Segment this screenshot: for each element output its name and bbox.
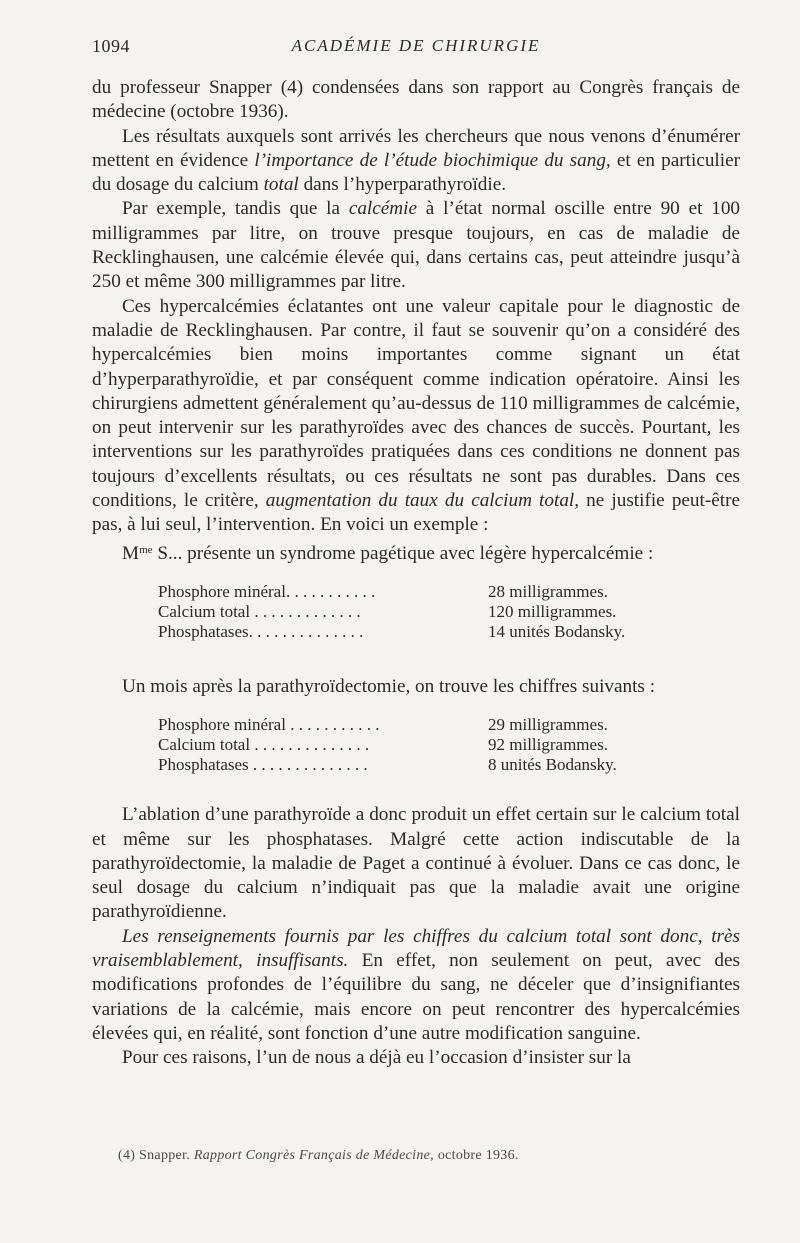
table-row — [158, 735, 668, 755]
page-header — [92, 36, 740, 60]
row-value: 92 milligrammes. — [488, 735, 608, 755]
paragraph-7: L’ablation d’une parathyroïde a donc produit un effet certain sur le calcium total et même sur les phosphatases. Malgré cette action indiscutable de la parathyroïdectomie, la maladie de Paget a continué à évoluer. Dans ce cas donc, le seul dosage du calcium n’indiquait pas que la maladie avait une origine parathyroïdienne. — [92, 804, 740, 923]
emphasis: l’importance de l’étude biochimique du sang, — [254, 149, 611, 171]
text-span: Par exemple, tandis que la — [122, 198, 349, 220]
text-span: S... présente un syndrome pagétique avec légère hypercalcémie : — [152, 542, 654, 564]
paragraph-9: Pour ces raisons, l’un de nous a déjà eu l’occasion d’insister sur la — [122, 1047, 631, 1069]
row-label: Calcium total . . . . . . . . . . . . . . — [158, 735, 370, 755]
footnote-date: octobre 1936. — [437, 1148, 519, 1163]
paragraph-5 — [92, 538, 740, 566]
paragraph-6: Un mois après la parathyroïdectomie, on trouve les chiffres suivants : — [122, 675, 656, 697]
row-label: Phosphatases . . . . . . . . . . . . . . — [158, 755, 368, 775]
emphasis: Les renseignements fournis par les chiffres du calcium total sont donc, très vraisemblablement, insuffisants. — [92, 925, 740, 972]
row-value: 14 unités Bodansky. — [488, 621, 626, 641]
footnote-title: Rapport Congrès Français de Médecine, — [193, 1148, 434, 1163]
row-value: 29 milligrammes. — [488, 715, 608, 735]
row-label: Phosphatases. . . . . . . . . . . . . . — [158, 621, 364, 641]
table-row — [158, 755, 668, 775]
table-row — [158, 602, 668, 622]
paragraph-1: du professeur Snapper (4) condensées dans son rapport au Congrès français de médecine (octobre 1936). — [92, 77, 740, 123]
lab-results-before — [158, 582, 668, 642]
text-span: Ces hypercalcémies éclatantes ont une valeur capitale pour le diagnostic de maladie de Recklinghausen. Par contre, il faut se souvenir qu’on a considéré des hypercalcémies bien moins importantes comme signant un état d’hyperparathyroïdie, et par conséquent comme indication opératoire. Ainsi les chirurgiens admettent généralement qu’au-dessus de 110 milligrammes de calcémie, on peut intervenir sur les parathyroïdes avec des chances de succès. Pourtant, les interventions sur les parathyroïdes pratiquées dans ces conditions ne donnent pas toujours d’excellents résultats, ou ces résultats ne sont pas durables. Dans ces conditions, le critère, — [92, 295, 740, 512]
body-text — [92, 76, 740, 1071]
lab-results-after — [158, 715, 668, 775]
table-row — [158, 582, 668, 602]
superscript: me — [139, 543, 153, 556]
paragraph-3 — [92, 197, 740, 294]
row-label: Phosphore minéral . . . . . . . . . . . — [158, 715, 380, 735]
paragraph-8 — [92, 925, 740, 1046]
row-value: 28 milligrammes. — [488, 581, 608, 601]
table-row — [158, 715, 668, 735]
paragraph-4 — [92, 295, 740, 538]
page-number: 1094 — [92, 36, 130, 56]
footnote — [118, 1148, 758, 1164]
row-label: Calcium total . . . . . . . . . . . . . — [158, 601, 361, 621]
text-span: et en particulier du dosage du calcium — [92, 149, 740, 196]
text-span: Les résultats auxquels sont arrivés les chercheurs que nous venons d’énumérer mettent en évidence — [92, 125, 740, 171]
paragraph-2 — [92, 125, 740, 198]
footnote-number: (4) — [118, 1148, 136, 1163]
text-span: à l’état normal oscille entre 90 et 100 milligrammes par litre, on trouve presque toujours, en cas de maladie de Recklinghausen, une calcémie élevée qui, dans certains cas, peut atteindre jusqu’à 250 et même 300 milligrammes par litre. — [92, 198, 741, 293]
text-span: M — [122, 542, 140, 564]
running-title: ACADÉMIE DE CHIRURGIE — [291, 36, 541, 55]
emphasis: total — [263, 174, 299, 196]
emphasis: calcémie — [348, 198, 417, 220]
row-label: Phosphore minéral. . . . . . . . . . . — [158, 581, 376, 601]
emphasis: augmentation du taux du calcium total, — [265, 490, 580, 512]
table-row — [158, 622, 668, 642]
footnote-author: Snapper. — [139, 1148, 191, 1163]
text-span: dans l’hyperparathyroïdie. — [298, 174, 507, 196]
row-value: 120 milligrammes. — [488, 601, 617, 621]
text-span: ne justifie peut-être pas, à lui seul, l’intervention. En voici un exemple : — [92, 490, 740, 536]
row-value: 8 unités Bodansky. — [488, 755, 617, 775]
text-span: En effet, non seulement on peut, avec des modifications profondes de l’équilibre du sang, ne déceler que d’insignifiantes variations de la calcémie, mais encore on peut rencontrer des hypercalcémies élevées qui, en réalité, sont fonction d’une autre modification sanguine. — [92, 950, 741, 1044]
